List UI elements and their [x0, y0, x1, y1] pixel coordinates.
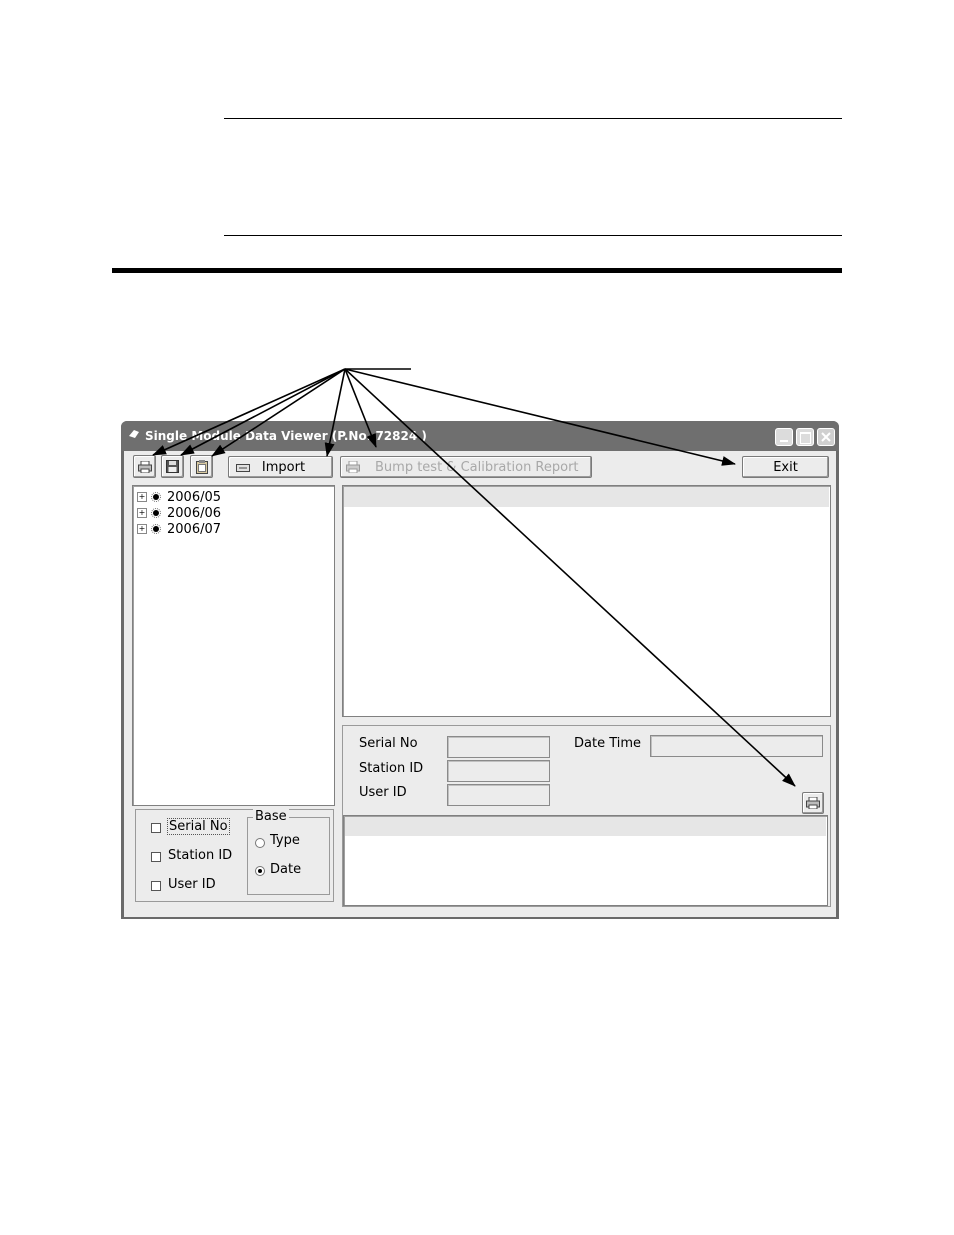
callout-arrow	[181, 369, 345, 455]
station-id-check-label[interactable]: Station ID	[168, 848, 233, 863]
user-id-check-label[interactable]: User ID	[168, 877, 216, 892]
expand-icon[interactable]: +	[138, 524, 146, 533]
callout-arrow	[212, 369, 345, 456]
exit-label: Exit	[773, 459, 798, 475]
serial-no-check-label[interactable]: Serial No	[169, 819, 228, 834]
station-id-label: Station ID	[359, 761, 424, 776]
user-id-label: User ID	[359, 785, 407, 800]
serial-no-label: Serial No	[359, 736, 418, 751]
report-label: Bump test & Calibration Report	[375, 459, 579, 475]
import-label: Import	[261, 459, 306, 475]
callout-arrow	[153, 369, 345, 455]
tree-item-label: 2006/07	[167, 521, 222, 537]
type-radio-label[interactable]: Type	[270, 833, 300, 848]
callout-arrow	[327, 369, 345, 456]
window-title: Single Module Data Viewer (P.No. 72824 )	[145, 429, 427, 443]
date-radio-label[interactable]: Date	[270, 862, 302, 877]
base-group-title: Base	[255, 809, 287, 824]
callout-arrow	[345, 369, 376, 447]
expand-icon[interactable]: +	[138, 492, 146, 501]
tree-item-label: 2006/06	[167, 505, 222, 521]
tree-item-label: 2006/05	[167, 489, 222, 505]
callout-arrow	[345, 369, 735, 464]
date-time-label: Date Time	[574, 736, 642, 751]
callout-arrow	[345, 369, 795, 786]
expand-icon[interactable]: +	[138, 508, 146, 517]
